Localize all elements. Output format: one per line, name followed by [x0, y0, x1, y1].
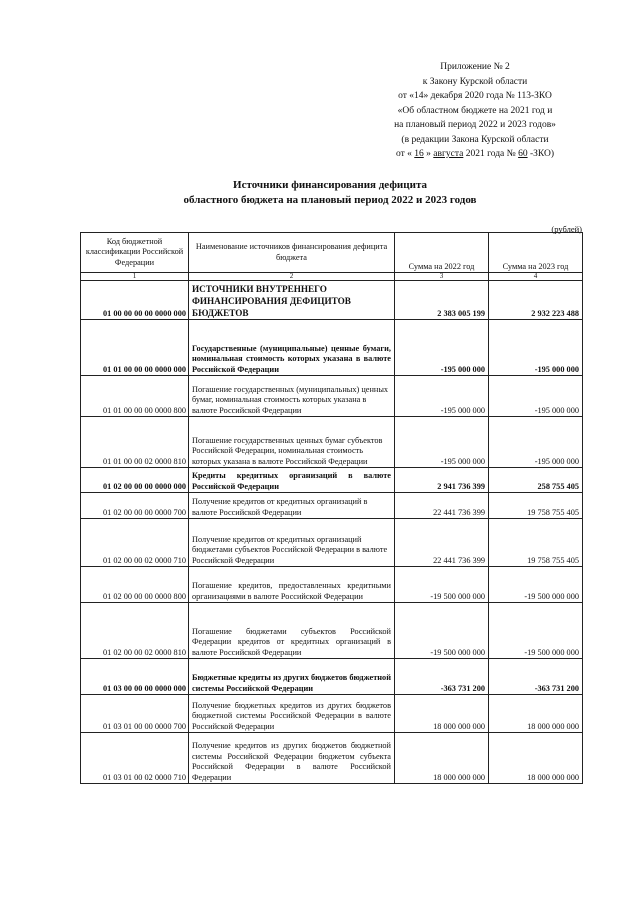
row-code: 01 00 00 00 00 0000 000 — [81, 281, 189, 320]
column-number: 4 — [489, 273, 583, 281]
row-code: 01 01 00 00 00 0000 000 — [81, 320, 189, 376]
revision-number: 60 — [518, 149, 528, 159]
appendix-law-title-2: на плановый период 2022 и 2023 годов» — [394, 120, 556, 130]
row-name: Погашение кредитов, предоставленных кредитными организациями в валюте Российской Федерации — [189, 567, 395, 603]
row-name: Погашение государственных (муниципальных) ценных бумаг, номинальная стоимость которых указана в валюте Российской Федерации — [189, 376, 395, 417]
row-name: Погашение государственных ценных бумаг субъектов Российской Федерации, номинальная стоимость которых указана в валюте Российской Федерации — [189, 417, 395, 468]
row-name: Бюджетные кредиты из других бюджетов бюджетной системы Российской Федерации — [189, 659, 395, 695]
appendix-law-ref: к Закону Курской области — [422, 76, 528, 87]
row-value-2022: 18 000 000 000 — [395, 695, 489, 733]
revision-month: августа — [433, 149, 464, 159]
row-name: Получение кредитов от кредитных организаций в валюте Российской Федерации — [189, 493, 395, 519]
row-name: Получение кредитов из других бюджетов бюджетной системы Российской Федерации бюджетом субъекта Российской Федерации в валюте Российской Федерации — [189, 733, 395, 784]
row-name: Государственные (муниципальные) ценные бумаги, номинальная стоимость которых указана в валюте Российской Федерации — [189, 320, 395, 376]
table-row — [81, 733, 583, 784]
row-value-2022: -195 000 000 — [395, 320, 489, 376]
row-value-2022: -19 500 000 000 — [395, 603, 489, 659]
row-code: 01 03 01 00 00 0000 700 — [81, 695, 189, 733]
appendix-revision: (в редакции Закона Курской области — [401, 134, 549, 145]
appendix-number: Приложение № 2 — [440, 62, 510, 72]
table-row — [81, 376, 583, 417]
appendix-header — [360, 60, 590, 162]
header-code: Код бюджетной классификации Российской Федерации — [81, 233, 189, 273]
document-title-line-2: областного бюджета на плановый период 2022 и 2023 годов — [183, 194, 477, 206]
row-code: 01 02 00 00 02 0000 810 — [81, 603, 189, 659]
table-row — [81, 493, 583, 519]
table-row — [81, 603, 583, 659]
row-value-2022: -195 000 000 — [395, 376, 489, 417]
header-sum-2023: Сумма на 2023 год — [489, 233, 583, 273]
row-name: ИСТОЧНИКИ ВНУТРЕННЕГО ФИНАНСИРОВАНИЯ ДЕФИЦИТОВ БЮДЖЕТОВ — [189, 281, 395, 320]
row-value-2023: -195 000 000 — [489, 417, 583, 468]
row-value-2023: -195 000 000 — [489, 320, 583, 376]
row-name: Кредиты кредитных организаций в валюте Российской Федерации — [189, 468, 395, 493]
document-title-line-1: Источники финансирования дефицита — [233, 179, 427, 191]
row-code: 01 01 00 00 02 0000 810 — [81, 417, 189, 468]
table-row — [81, 695, 583, 733]
row-value-2022: -363 731 200 — [395, 659, 489, 695]
row-code: 01 01 00 00 00 0000 800 — [81, 376, 189, 417]
document-title — [140, 178, 520, 208]
row-value-2023: -19 500 000 000 — [489, 567, 583, 603]
row-value-2022: 22 441 736 399 — [395, 493, 489, 519]
row-code: 01 02 00 00 00 0000 800 — [81, 567, 189, 603]
row-value-2022: -195 000 000 — [395, 417, 489, 468]
row-value-2023: 19 758 755 405 — [489, 493, 583, 519]
revision-year: 2021 года № — [463, 149, 519, 159]
table-row — [81, 417, 583, 468]
revision-prefix: от « — [395, 149, 415, 159]
table-row — [81, 281, 583, 320]
row-name: Получение кредитов от кредитных организаций бюджетами субъектов Российской Федерации в валюте Российской Федерации — [189, 519, 395, 567]
column-number: 1 — [81, 273, 189, 281]
table-header-row — [81, 233, 583, 273]
table-row — [81, 468, 583, 493]
table-row — [81, 659, 583, 695]
row-value-2023: 18 000 000 000 — [489, 733, 583, 784]
column-number-row — [81, 273, 583, 281]
header-sum-2022: Сумма на 2022 год — [395, 233, 489, 273]
row-name: Получение бюджетных кредитов из других бюджетов бюджетной системы Российской Федерации в валюте Российской Федерации — [189, 695, 395, 733]
revision-suffix: -ЗКО) — [527, 149, 555, 159]
financing-sources-table — [80, 232, 583, 784]
table-row — [81, 320, 583, 376]
row-value-2023: -19 500 000 000 — [489, 603, 583, 659]
appendix-law-title-1: «Об областном бюджете на 2021 год и — [397, 105, 553, 116]
row-code: 01 03 01 00 02 0000 710 — [81, 733, 189, 784]
appendix-revision-date — [360, 147, 590, 162]
row-value-2022: -19 500 000 000 — [395, 567, 489, 603]
revision-sep: » — [423, 149, 434, 159]
table-row — [81, 519, 583, 567]
header-name: Наименование источников финансирования дефицита бюджета — [189, 233, 395, 273]
appendix-law-date: от «14» декабря 2020 года № 113-ЗКО — [398, 91, 552, 101]
row-code: 01 03 00 00 00 0000 000 — [81, 659, 189, 695]
table-row — [81, 567, 583, 603]
row-code: 01 02 00 00 00 0000 700 — [81, 493, 189, 519]
column-number: 3 — [395, 273, 489, 281]
row-value-2022: 2 383 005 199 — [395, 281, 489, 320]
row-value-2023: -363 731 200 — [489, 659, 583, 695]
row-value-2022: 22 441 736 399 — [395, 519, 489, 567]
row-value-2023: 2 932 223 488 — [489, 281, 583, 320]
revision-day: 16 — [414, 149, 424, 159]
currency-unit: (рублей) — [551, 224, 582, 234]
row-value-2023: 19 758 755 405 — [489, 519, 583, 567]
row-value-2023: -195 000 000 — [489, 376, 583, 417]
row-value-2022: 2 941 736 399 — [395, 468, 489, 493]
row-value-2023: 18 000 000 000 — [489, 695, 583, 733]
row-value-2023: 258 755 405 — [489, 468, 583, 493]
row-code: 01 02 00 00 00 0000 000 — [81, 468, 189, 493]
row-name: Погашение бюджетами субъектов Российской Федерации кредитов от кредитных организаций в валюте Российской Федерации — [189, 603, 395, 659]
column-number: 2 — [189, 273, 395, 281]
row-code: 01 02 00 00 02 0000 710 — [81, 519, 189, 567]
row-value-2022: 18 000 000 000 — [395, 733, 489, 784]
